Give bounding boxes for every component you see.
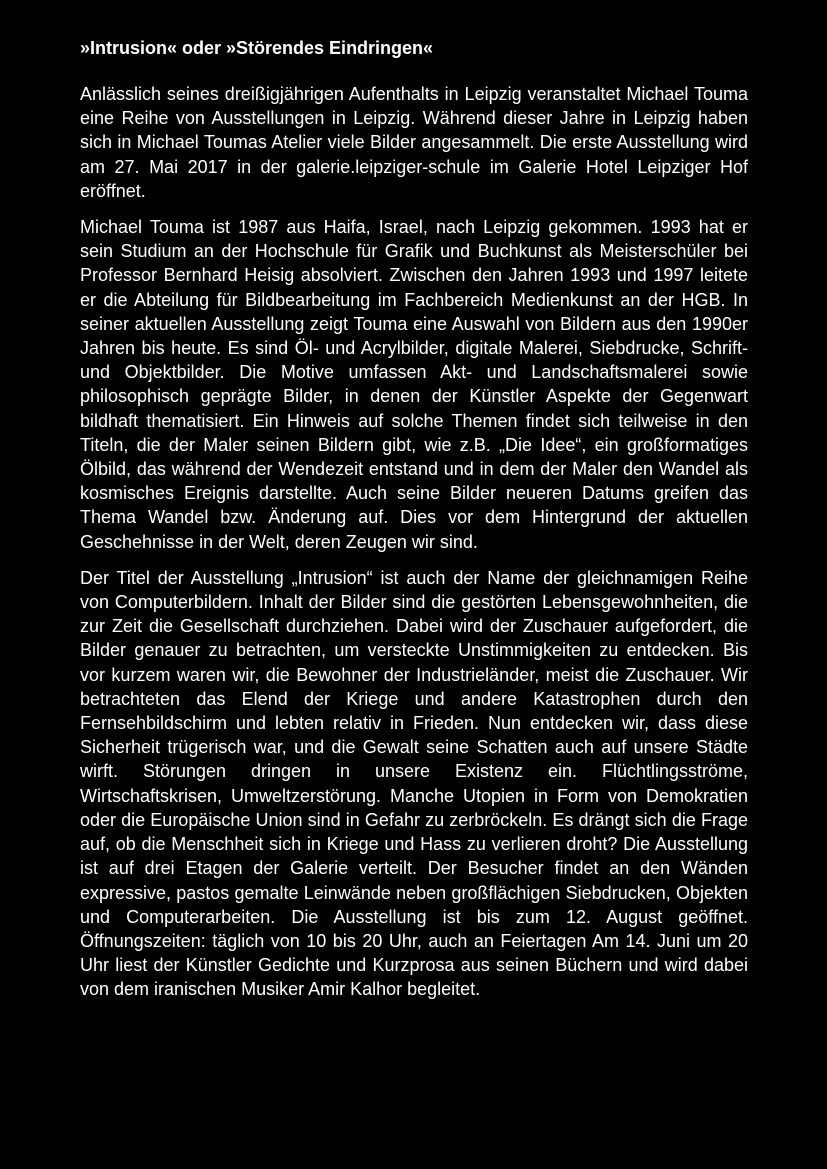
paragraph: Anlässlich seines dreißigjährigen Aufenthalts in Leipzig veranstaltet Michael Touma eine Reihe von Ausstellungen in Leipzig. Während dieser Jahre in Leipzig haben sich in Michael Toumas Atelier viele Bilder angesammelt. Die erste Ausstellung wird am 27. Mai 2017 in der galerie.leipziger-schule im Galerie Hotel Leipziger Hof eröffnet.	[80, 84, 748, 201]
article-body	[80, 82, 748, 1014]
page-title: »Intrusion« oder »Störendes Eindringen«	[80, 38, 434, 58]
paragraph: Der Titel der Ausstellung „Intrusion“ ist auch der Name der gleichnamigen Reihe von Computerbildern. Inhalt der Bilder sind die gestörten Lebensgewohnheiten, die zur Zeit die Gesellschaft durchziehen. Dabei wird der Zuschauer aufgefordert, die Bilder genauer zu betrachten, um versteckte Unstimmigkeiten zu entdecken. Bis vor kurzem waren wir, die Bewohner der Industrieländer, meist die Zuschauer. Wir betrachteten das Elend der Kriege und andere Katastrophen durch den Fernsehbildschirm und lebten relativ in Frieden. Nun entdecken wir, dass diese Sicherheit trügerisch war, und die Gewalt seine Schatten auch auf unsere Städte wirft. Störungen dringen in unsere Existenz ein. Flüchtlingsströme, Wirtschaftskrisen, Umweltzerstörung. Manche Utopien in Form von Demokratien oder die Europäische Union sind in Gefahr zu zerbröckeln. Es drängt sich die Frage auf, ob die Menschheit sich in Kriege und Hass zu verlieren droht? Die Ausstellung ist auf drei Etagen der Galerie verteilt. Der Besucher findet an den Wänden expressive, pastos gemalte Leinwände neben großflächigen Siebdrucken, Objekten und Computerarbeiten. Die Ausstellung ist bis zum 12. August geöffnet. Öffnungszeiten: täglich von 10 bis 20 Uhr, auch an Feiertagen Am 14. Juni um 20 Uhr liest der Künstler Gedichte und Kurzprosa aus seinen Büchern und wird dabei von dem iranischen Musiker Amir Kalhor begleitet.	[80, 567, 748, 1000]
paragraph: Michael Touma ist 1987 aus Haifa, Israel, nach Leipzig gekommen. 1993 hat er sein Studium an der Hochschule für Grafik und Buchkunst als Meisterschüler bei Professor Bernhard Heisig absolviert. Zwischen den Jahren 1993 und 1997 leitete er die Abteilung für Bildbearbeitung im Fachbereich Medienkunst an der HGB. In seiner aktuellen Ausstellung zeigt Touma eine Auswahl von Bildern aus den 1990er Jahren bis heute. Es sind Öl- und Acrylbilder, digitale Malerei, Siebdrucke, Schrift- und Objektbilder. Die Motive umfassen Akt- und Landschaftsmalerei sowie philosophisch geprägte Bilder, in denen der Künstler Aspekte der Gegenwart bildhaft thematisiert. Ein Hinweis auf solche Themen findet sich teilweise in den Titeln, die der Maler seinen Bildern gibt, wie z.B. „Die Idee“, ein großformatiges Ölbild, das während der Wendezeit entstand und in dem der Maler den Wandel als kosmisches Ereignis darstellte. Auch seine Bilder neueren Datums greifen das Thema Wandel bzw. Änderung auf. Dies vor dem Hintergrund der aktuellen Geschehnisse in der Welt, deren Zeugen wir sind.	[80, 217, 748, 552]
